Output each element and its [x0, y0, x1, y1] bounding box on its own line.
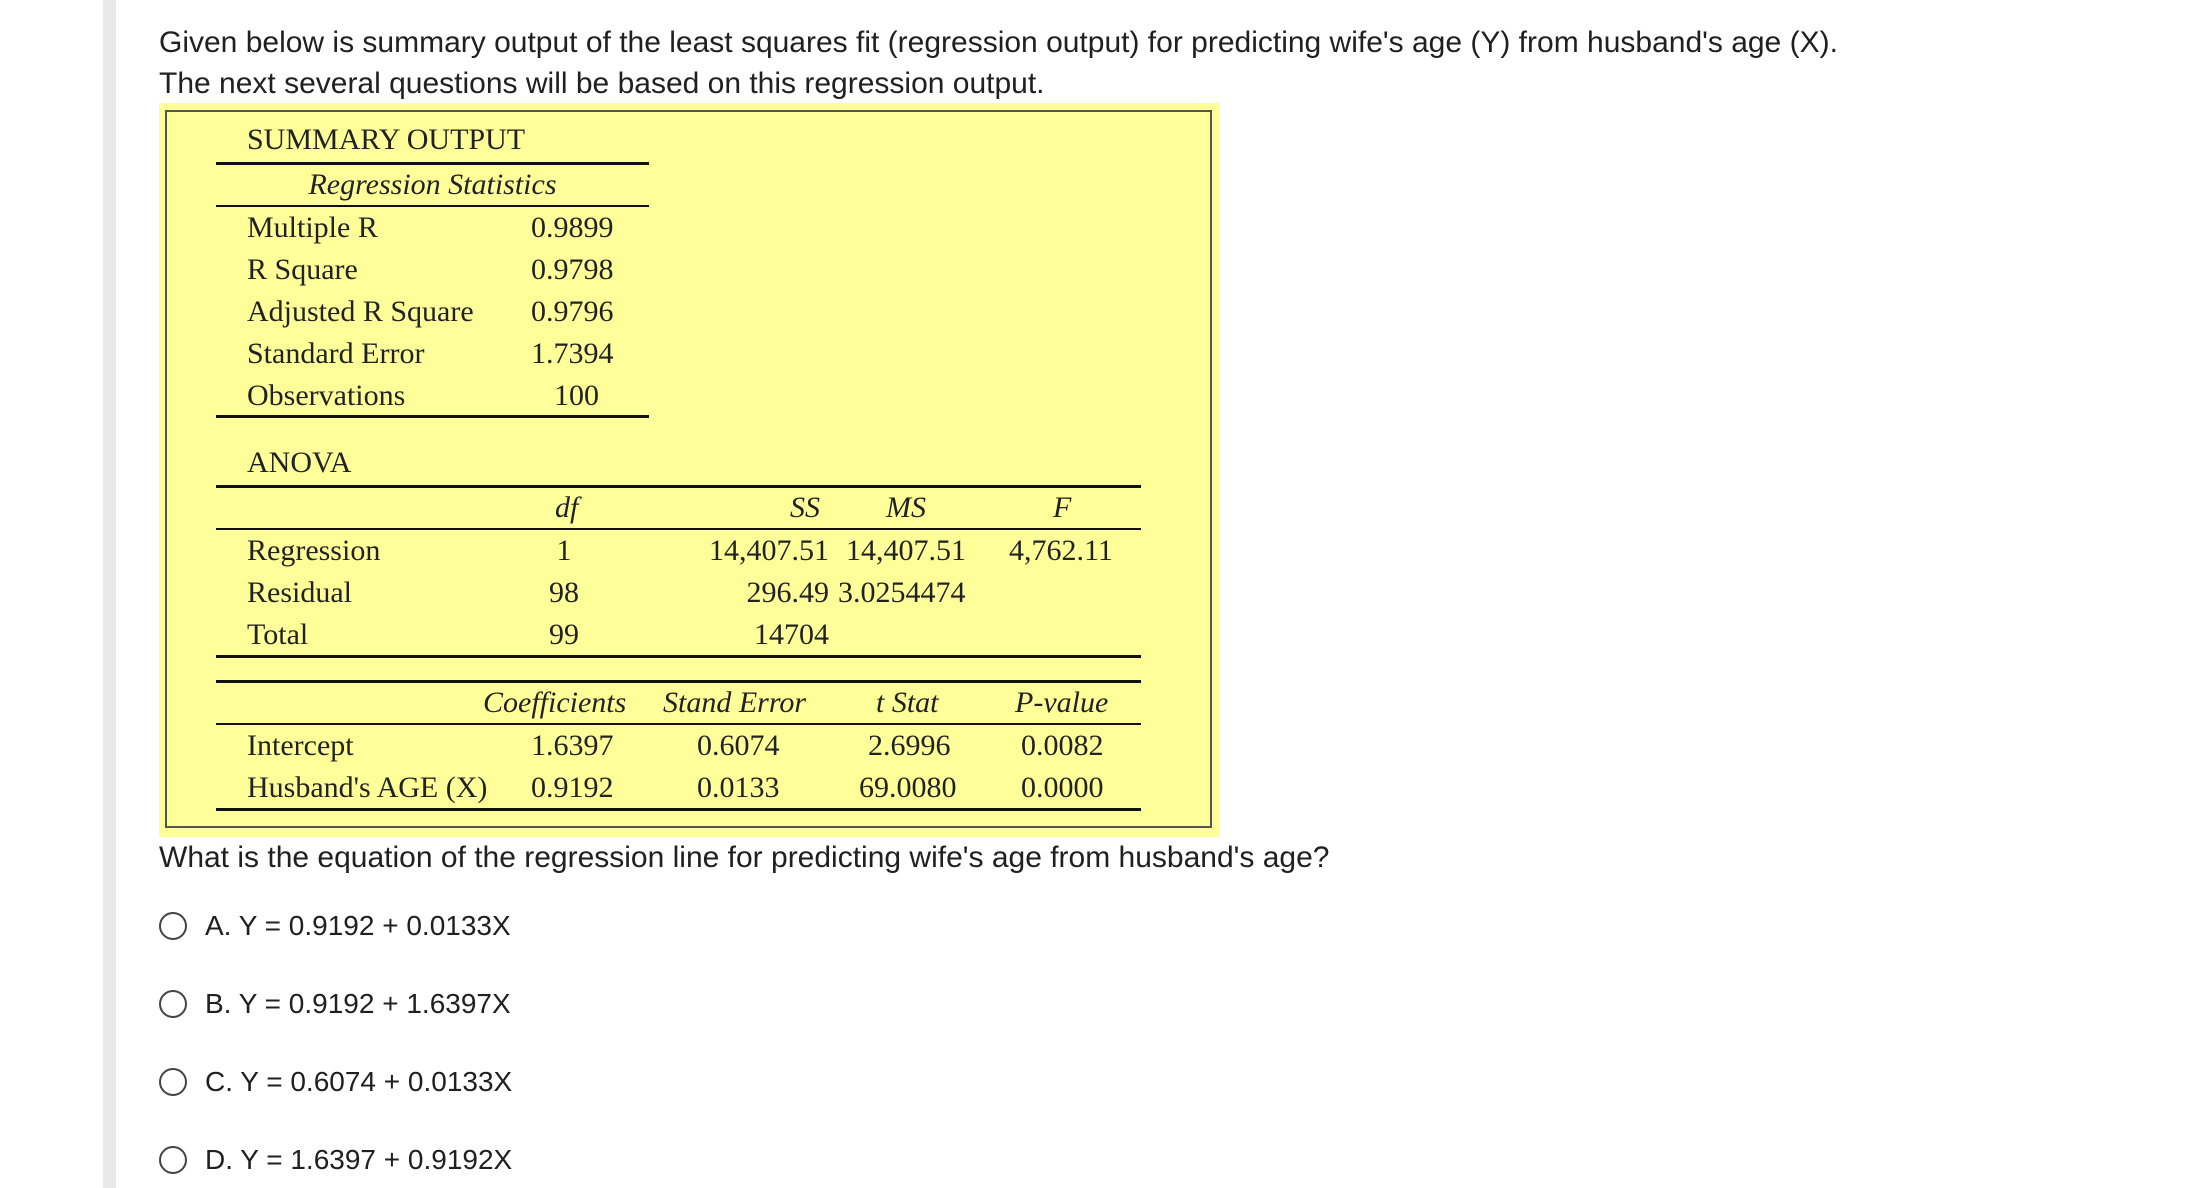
anova-header-rule [216, 528, 1141, 530]
regression-output-image [159, 103, 1219, 837]
intro-text [159, 22, 1838, 104]
regression-statistics-header: Regression Statistics [308, 168, 557, 201]
stat-value: 0.9798 [531, 253, 614, 286]
radio-button-icon[interactable] [159, 990, 187, 1018]
option-a-label: A. Y = 0.9192 + 0.0133X [205, 910, 511, 941]
stat-label: R Square [247, 253, 358, 286]
anova-cell: 98 [549, 576, 579, 609]
anova-header-ms: MS [886, 491, 926, 524]
coef-header-p-value: P-value [1015, 686, 1109, 719]
coefficients-top-rule [216, 680, 1141, 683]
coef-row-label: Intercept [247, 729, 354, 762]
anova-row-label: Residual [247, 576, 352, 609]
coef-cell: 1.6397 [531, 729, 614, 762]
stat-value: 0.9899 [531, 211, 614, 244]
anova-header-df: df [555, 491, 579, 524]
coef-header-stand-error: Stand Error [663, 686, 807, 719]
anova-cell: 99 [549, 618, 579, 651]
coef-cell: 2.6996 [868, 729, 951, 762]
option-d[interactable] [159, 1140, 512, 1180]
coefficients-header-rule [216, 723, 1141, 725]
radio-button-icon[interactable] [159, 1068, 187, 1096]
stat-label: Adjusted R Square [247, 295, 474, 328]
anova-cell: 3.0254474 [838, 576, 966, 609]
stat-value: 1.7394 [531, 337, 614, 370]
radio-button-icon[interactable] [159, 1146, 187, 1174]
summary-title-rule [216, 162, 649, 165]
anova-cell: 14,407.51 [709, 534, 829, 567]
anova-row-label: Regression [247, 534, 381, 567]
anova-cell: 14,407.51 [846, 534, 966, 567]
anova-header-ss: SS [790, 491, 820, 524]
intro-line-2: The next several questions will be based on this regression output. [159, 67, 1045, 100]
anova-cell: 4,762.11 [1009, 534, 1113, 567]
anova-title: ANOVA [247, 446, 352, 479]
anova-header-f: F [1053, 491, 1072, 524]
regression-statistics-bottom-rule [216, 415, 649, 418]
stat-value: 100 [554, 379, 599, 412]
coef-cell: 0.9192 [531, 771, 614, 804]
option-a[interactable] [159, 906, 511, 946]
option-d-label: D. Y = 1.6397 + 0.9192X [205, 1144, 513, 1175]
stat-label: Standard Error [247, 337, 425, 370]
coef-cell: 0.6074 [697, 729, 780, 762]
regression-statistics-rule [216, 205, 649, 207]
anova-cell: 1 [556, 534, 572, 567]
anova-row-label: Total [247, 618, 309, 651]
stat-label: Multiple R [247, 211, 378, 244]
stat-value: 0.9796 [531, 295, 614, 328]
coef-cell: 0.0000 [1021, 771, 1104, 804]
anova-cell: 14704 [754, 618, 829, 651]
anova-top-rule [216, 485, 1141, 488]
stat-label: Observations [247, 379, 406, 412]
option-b-label: B. Y = 0.9192 + 1.6397X [205, 988, 511, 1019]
anova-cell: 296.49 [746, 576, 829, 609]
left-margin-bar [103, 0, 116, 1188]
anova-bottom-rule [216, 655, 1141, 658]
summary-title: SUMMARY OUTPUT [247, 123, 526, 156]
intro-line-1: Given below is summary output of the least squares fit (regression output) for predicting wife's age (Y) from husband's age (X). [159, 26, 1838, 59]
coef-header-t-stat: t Stat [876, 686, 939, 719]
question-text: What is the equation of the regression line for predicting wife's age from husband's age? [159, 841, 1330, 874]
coef-header-coefficients: Coefficients [483, 686, 627, 719]
coefficients-bottom-rule [216, 808, 1141, 811]
option-b[interactable] [159, 984, 511, 1024]
coef-cell: 0.0133 [697, 771, 780, 804]
option-c[interactable] [159, 1062, 512, 1102]
option-c-label: C. Y = 0.6074 + 0.0133X [205, 1066, 513, 1097]
coef-cell: 69.0080 [859, 771, 957, 804]
coef-row-label: Husband's AGE (X) [247, 771, 488, 804]
radio-button-icon[interactable] [159, 912, 187, 940]
coef-cell: 0.0082 [1021, 729, 1104, 762]
